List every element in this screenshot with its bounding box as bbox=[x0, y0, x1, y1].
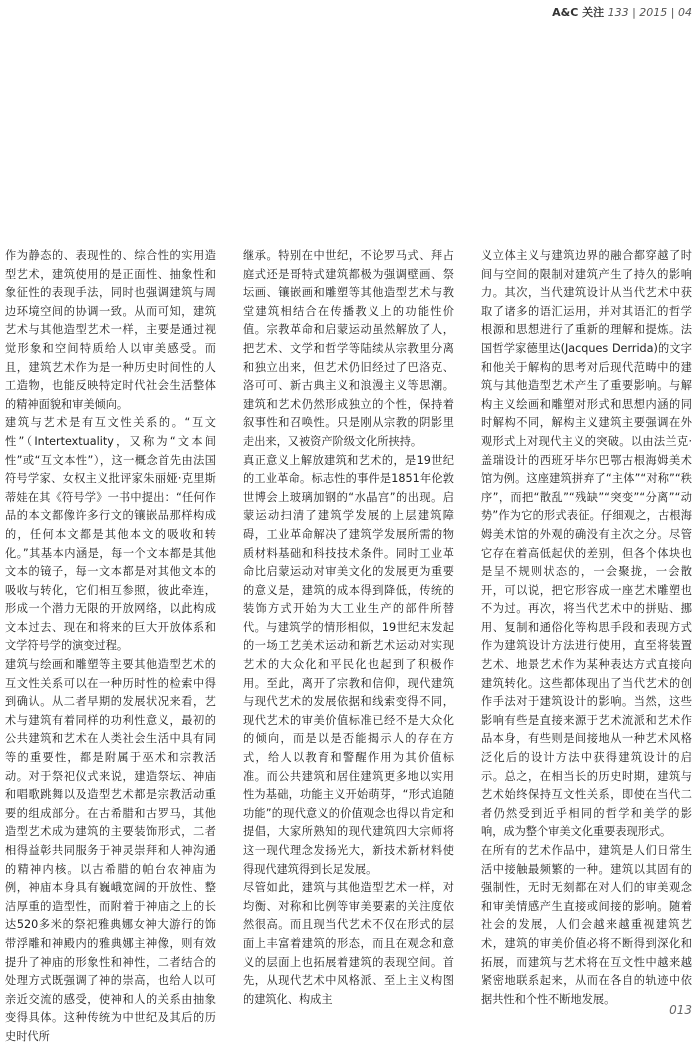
paragraph: 义立体主义与建筑边界的融合都穿越了时间与空间的限制对建筑产生了持久的影响力。其次，当代建筑设计从当代艺术中获取了诸多的语汇运用，并对其语汇的哲学根源和思想进行了重新的理解和提炼。法国哲学家德里达(Jacques Derrida)的文字和他关于解构的思考对后现代范畴中的建筑与其他造型艺术产生了重要影响。与解构主义绘画和雕塑对形式和思想内涵的同时解构不同，解构主义建筑主要强调在外观形式上对现代主义的突破。以由法兰克·盖瑞设计的西班牙毕尔巴鄂古根海姆美术馆为例。这座建筑拼弃了“主体”“对称”“秩序”，而把“散乱”“残缺”“突变”“分离”“动势”作为它的形式表征。仔细观之，古根海姆美术馆的外观的确没有主次之分。尽管它存在着高低起伏的差别，但各个体块也是呈不规则状态的，一会聚拢，一会散开，可以说，把它形容成一座艺术雕塑也不为过。再次，将当代艺术中的拼贴、挪用、复制和通俗化等构思手段和表现方式作为建筑设计方法进行使用，直至将装置艺术、地景艺术作为某种表达方式直接向建筑转化。这些都体现出了当代艺术的创作手法对于建筑设计的影响。当然，这些影响有些是直接来源于艺术流派和艺术作品本身，有些则是间接地从一种艺术风格泛化后的设计方法中获得建筑设计的启示。总之，在相当长的历史时期，建筑与艺术始终保持互文性关系，即使在当代二者仍然受到近乎相同的哲学和美学的影响，成为整个审美文化重要表现形式。 bbox=[481, 249, 692, 839]
paragraph: 建筑与绘画和雕塑等主要其他造型艺术的互文性关系可以在一种历时性的检索中得到确认。从二者早期的发展状况来看，艺术与建筑有着同样的功利性意义，最初的公共建筑和艺术在人类社会生活中具有同等的重要性，都是附属于巫术和宗教活动。对于祭祀仪式来说，建造祭坛、神庙和唱歌跳舞以及造型艺术都是宗教活动重要的组成部分。在古希腊和古罗马，其他造型艺术成为建筑的主要装饰形式，二者相得益彰共同服务于神灵崇拜和人神沟通的精神内核。以古希腊的帕台农神庙为例，神庙本身具有巍峨宽阔的开放性、整洁厚重的造型性，而附着于神庙之上的长达520多米的祭祀雅典娜女神大游行的饰带浮雕和神殿内的雅典娜主神像，则有效提升了神庙的形象性和神性，二者结合的处理方式既强调了神的崇高，也给人以可亲近交流的感受，使神和人的关系由抽象变得具体。这种传统为中世纪及其后的历史时代所 bbox=[5, 658, 216, 1043]
paragraph: 作为静态的、表现性的、综合性的实用造型艺术，建筑使用的是正面性、抽象性和象征性的表现手法，同时也强调建筑与周边环境空间的协调一致。从而可知，建筑艺术与其他造型艺术一样，主要是通过视觉形象和空间特质给人以审美感受。而且，建筑艺术作为是一种历史时间性的人工造物，也能反映特定时代社会生活整体的精神面貌和审美倾向。 bbox=[5, 249, 216, 411]
paragraph: 真正意义上解放建筑和艺术的，是19世纪的工业革命。标志性的事件是1851年伦敦世博会上玻璃加钢的“水晶宫”的出现。启蒙运动扫清了建筑学发展的上层建筑障碍，工业革命解决了建筑学发展所需的物质材料基础和科技技术条件。同时工业革命比启蒙运动对审美文化的发展更为重要的意义是，建筑的成本得到降低，传统的装饰方式开始为大工业生产的部件所替代。与建筑学的情形相似，19世纪末发起的一场工艺美术运动和新艺术运动对实现艺术的大众化和平民化也起到了积极作用。至此，离开了宗教和信仰，现代建筑与现代艺术的发展依据和线索变得不同，现代艺术的审美价值标准已经不是大众化的倾向，而是以是否能揭示人的存在方式，给人以教育和警醒作用为其价值标准。而公共建筑和居住建筑更多地以实用性为基础，功能主义开始萌芽，“形式追随功能”的现代意义的价值观念也得以肯定和提倡，大家所熟知的现代建筑四大宗师将这一现代理念发扬光大，新技术新材料使得现代建筑得到长足发展。 bbox=[243, 453, 454, 876]
text-column-2 bbox=[243, 247, 454, 1009]
text-column-3 bbox=[481, 247, 692, 1009]
issue-info: 133 | 2015 | 04 bbox=[607, 6, 692, 19]
paragraph: 继承。特别在中世纪，不论罗马式、拜占庭式还是哥特式建筑都极为强调壁画、祭坛画、镶嵌画和雕塑等其他造型艺术与教堂建筑相结合在传播教义上的功能性价值。宗教革命和启蒙运动虽然解放了人，把艺术、文学和哲学等陆续从宗教里分离和独立出来，但艺术仍旧经过了巴洛克、洛可可、新古典主义和浪漫主义等思潮。建筑和艺术仍然形成独立的个性，保持着叙事性和召唤性。只是刚从宗教的阴影里走出来，又被资产阶级文化所挟持。 bbox=[243, 249, 454, 448]
paragraph: 建筑与艺术是有互文性关系的。“互文性”（Intertextuality，又称为“文本间性”或“互文本性”），这一概念首先由法国符号学家、女权主义批评家朱丽娅·克里斯蒂娃在其《符号学》一书中提出：“任何作品的本文都像许多行文的镶嵌品那样构成的，任何本文都是其他本文的吸收和转化。”其基本内涵是，每一个文本都是其他文本的镜子，每一文本都是对其他文本的吸收与转化，它们相互参照，彼此牵连，形成一个潜力无限的开放网络，以此构成文本过去、现在和将来的巨大开放体系和文学符号学的演变过程。 bbox=[5, 416, 216, 653]
paragraph: 在所有的艺术作品中，建筑是人们日常生活中接触最频繁的一种。建筑以其固有的强制性，无时无刻都在对人们的审美观念和审美情感产生直接或间接的影响。随着社会的发展，人们会越来越重视建筑艺术，建筑的审美价值必将不断得到深化和拓展，而建筑与艺术将在互文性中越来越紧密地联系起来，从而在各自的轨迹中依据共性和个性不断地发展。 bbox=[481, 844, 692, 1006]
magazine-name: A&C 关注 bbox=[552, 6, 605, 19]
page-number: 013 bbox=[669, 1003, 692, 1017]
paragraph: 尽管如此，建筑与其他造型艺术一样，对均衡、对称和比例等审美要素的关注度依然很高。而且现当代艺术不仅在形式的层面上丰富着建筑的形态，而且在观念和意义的层面上也拓展着建筑的表现空间。首先，从现代艺术中风格派、至上主义构图的建筑化、构成主 bbox=[243, 881, 454, 1006]
page-header bbox=[552, 4, 692, 20]
text-column-1 bbox=[5, 247, 216, 1047]
